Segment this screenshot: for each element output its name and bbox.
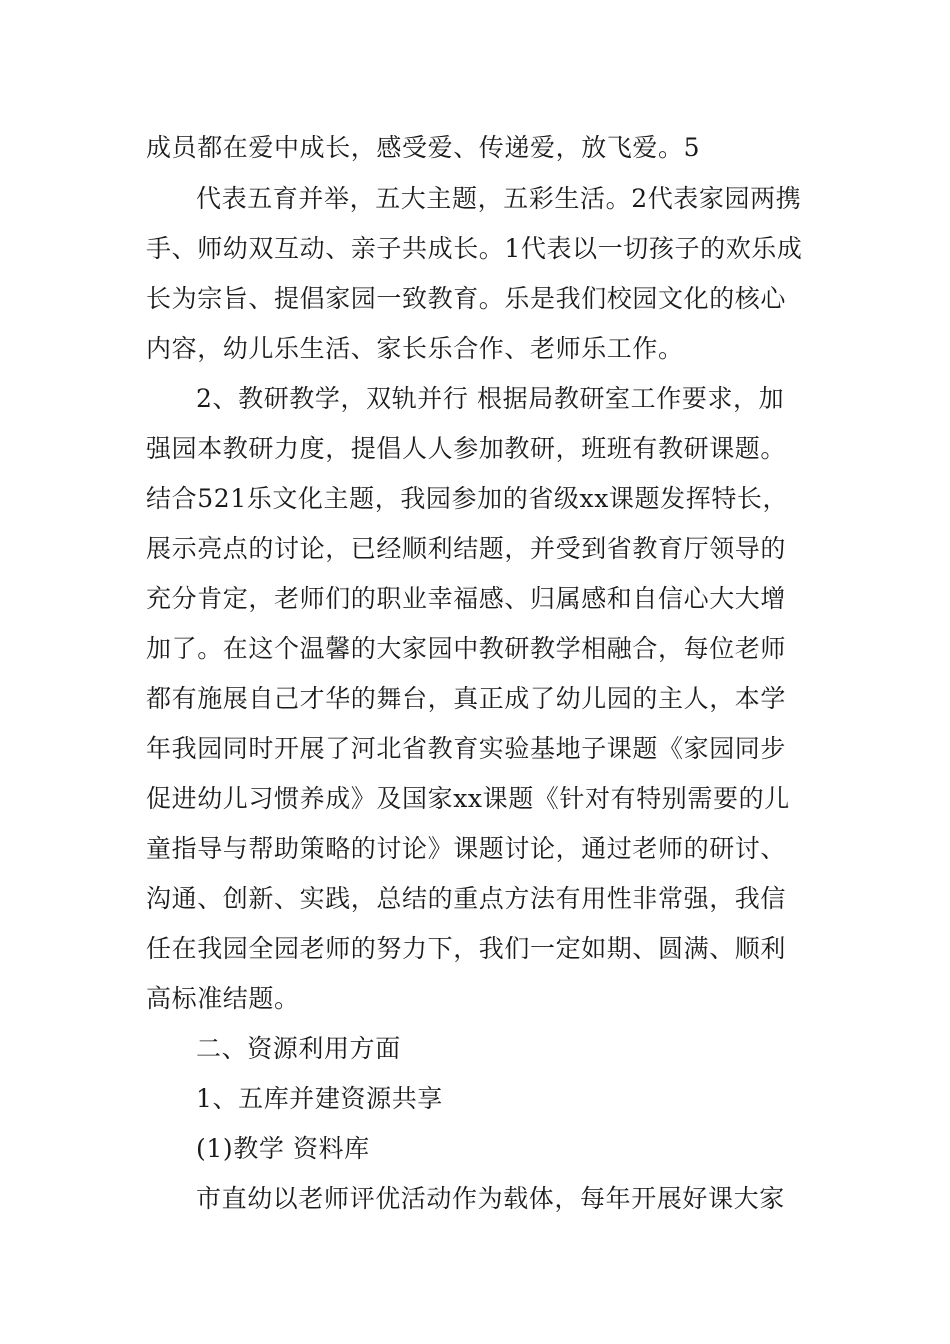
text-line-10: 充分肯定，老师们的职业幸福感、归属感和自信心大大增 — [146, 584, 787, 613]
text-line-18: 高标准结题。 — [146, 984, 300, 1013]
text-line-4: 长为宗旨、提倡家园一致教育。乐是我们校园文化的核心 — [146, 284, 787, 313]
text-line-16: 沟通、创新、实践，总结的重点方法有用性非常强，我信 — [146, 884, 787, 913]
text-line-3: 手、师幼双互动、亲子共成长。1代表以一切孩子的欢乐成 — [146, 234, 803, 263]
text-line-8: 结合521乐文化主题，我园参加的省级xx课题发挥特长， — [146, 484, 789, 513]
subheading-five-libraries: 1、五库并建资源共享 — [196, 1084, 443, 1113]
text-line-15: 童指导与帮助策略的讨论》课题讨论，通过老师的研讨、 — [146, 834, 787, 863]
subheading-teaching-library: (1)教学 资料库 — [196, 1134, 370, 1163]
text-line-2: 代表五育并举，五大主题，五彩生活。2代表家园两携 — [196, 184, 802, 213]
text-line-12: 都有施展自己才华的舞台，真正成了幼儿园的主人，本学 — [146, 684, 787, 713]
text-line-17: 任在我园全园老师的努力下，我们一定如期、圆满、顺利 — [146, 934, 787, 963]
text-line-11: 加了。在这个温馨的大家园中教研教学相融合，每位老师 — [146, 634, 787, 663]
text-line-13: 年我园同时开展了河北省教育实验基地子课题《家园同步 — [146, 734, 787, 763]
text-line-6: 2、教研教学，双轨并行 根据局教研室工作要求，加 — [196, 384, 785, 413]
text-line-14: 促进幼儿习惯养成》及国家xx课题《针对有特别需要的儿 — [146, 784, 790, 813]
text-line-9: 展示亮点的讨论，已经顺利结题，并受到省教育厅领导的 — [146, 534, 787, 563]
text-line-1: 成员都在爱中成长，感受爱、传递爱，放飞爱。5 — [146, 133, 701, 162]
text-line-22: 市直幼以老师评优活动作为载体，每年开展好课大家 — [196, 1184, 785, 1213]
text-line-5: 内容，幼儿乐生活、家长乐合作、老师乐工作。 — [146, 334, 684, 363]
text-line-7: 强园本教研力度，提倡人人参加教研，班班有教研课题。 — [146, 434, 787, 463]
section-heading-resources: 二、资源利用方面 — [196, 1034, 401, 1063]
